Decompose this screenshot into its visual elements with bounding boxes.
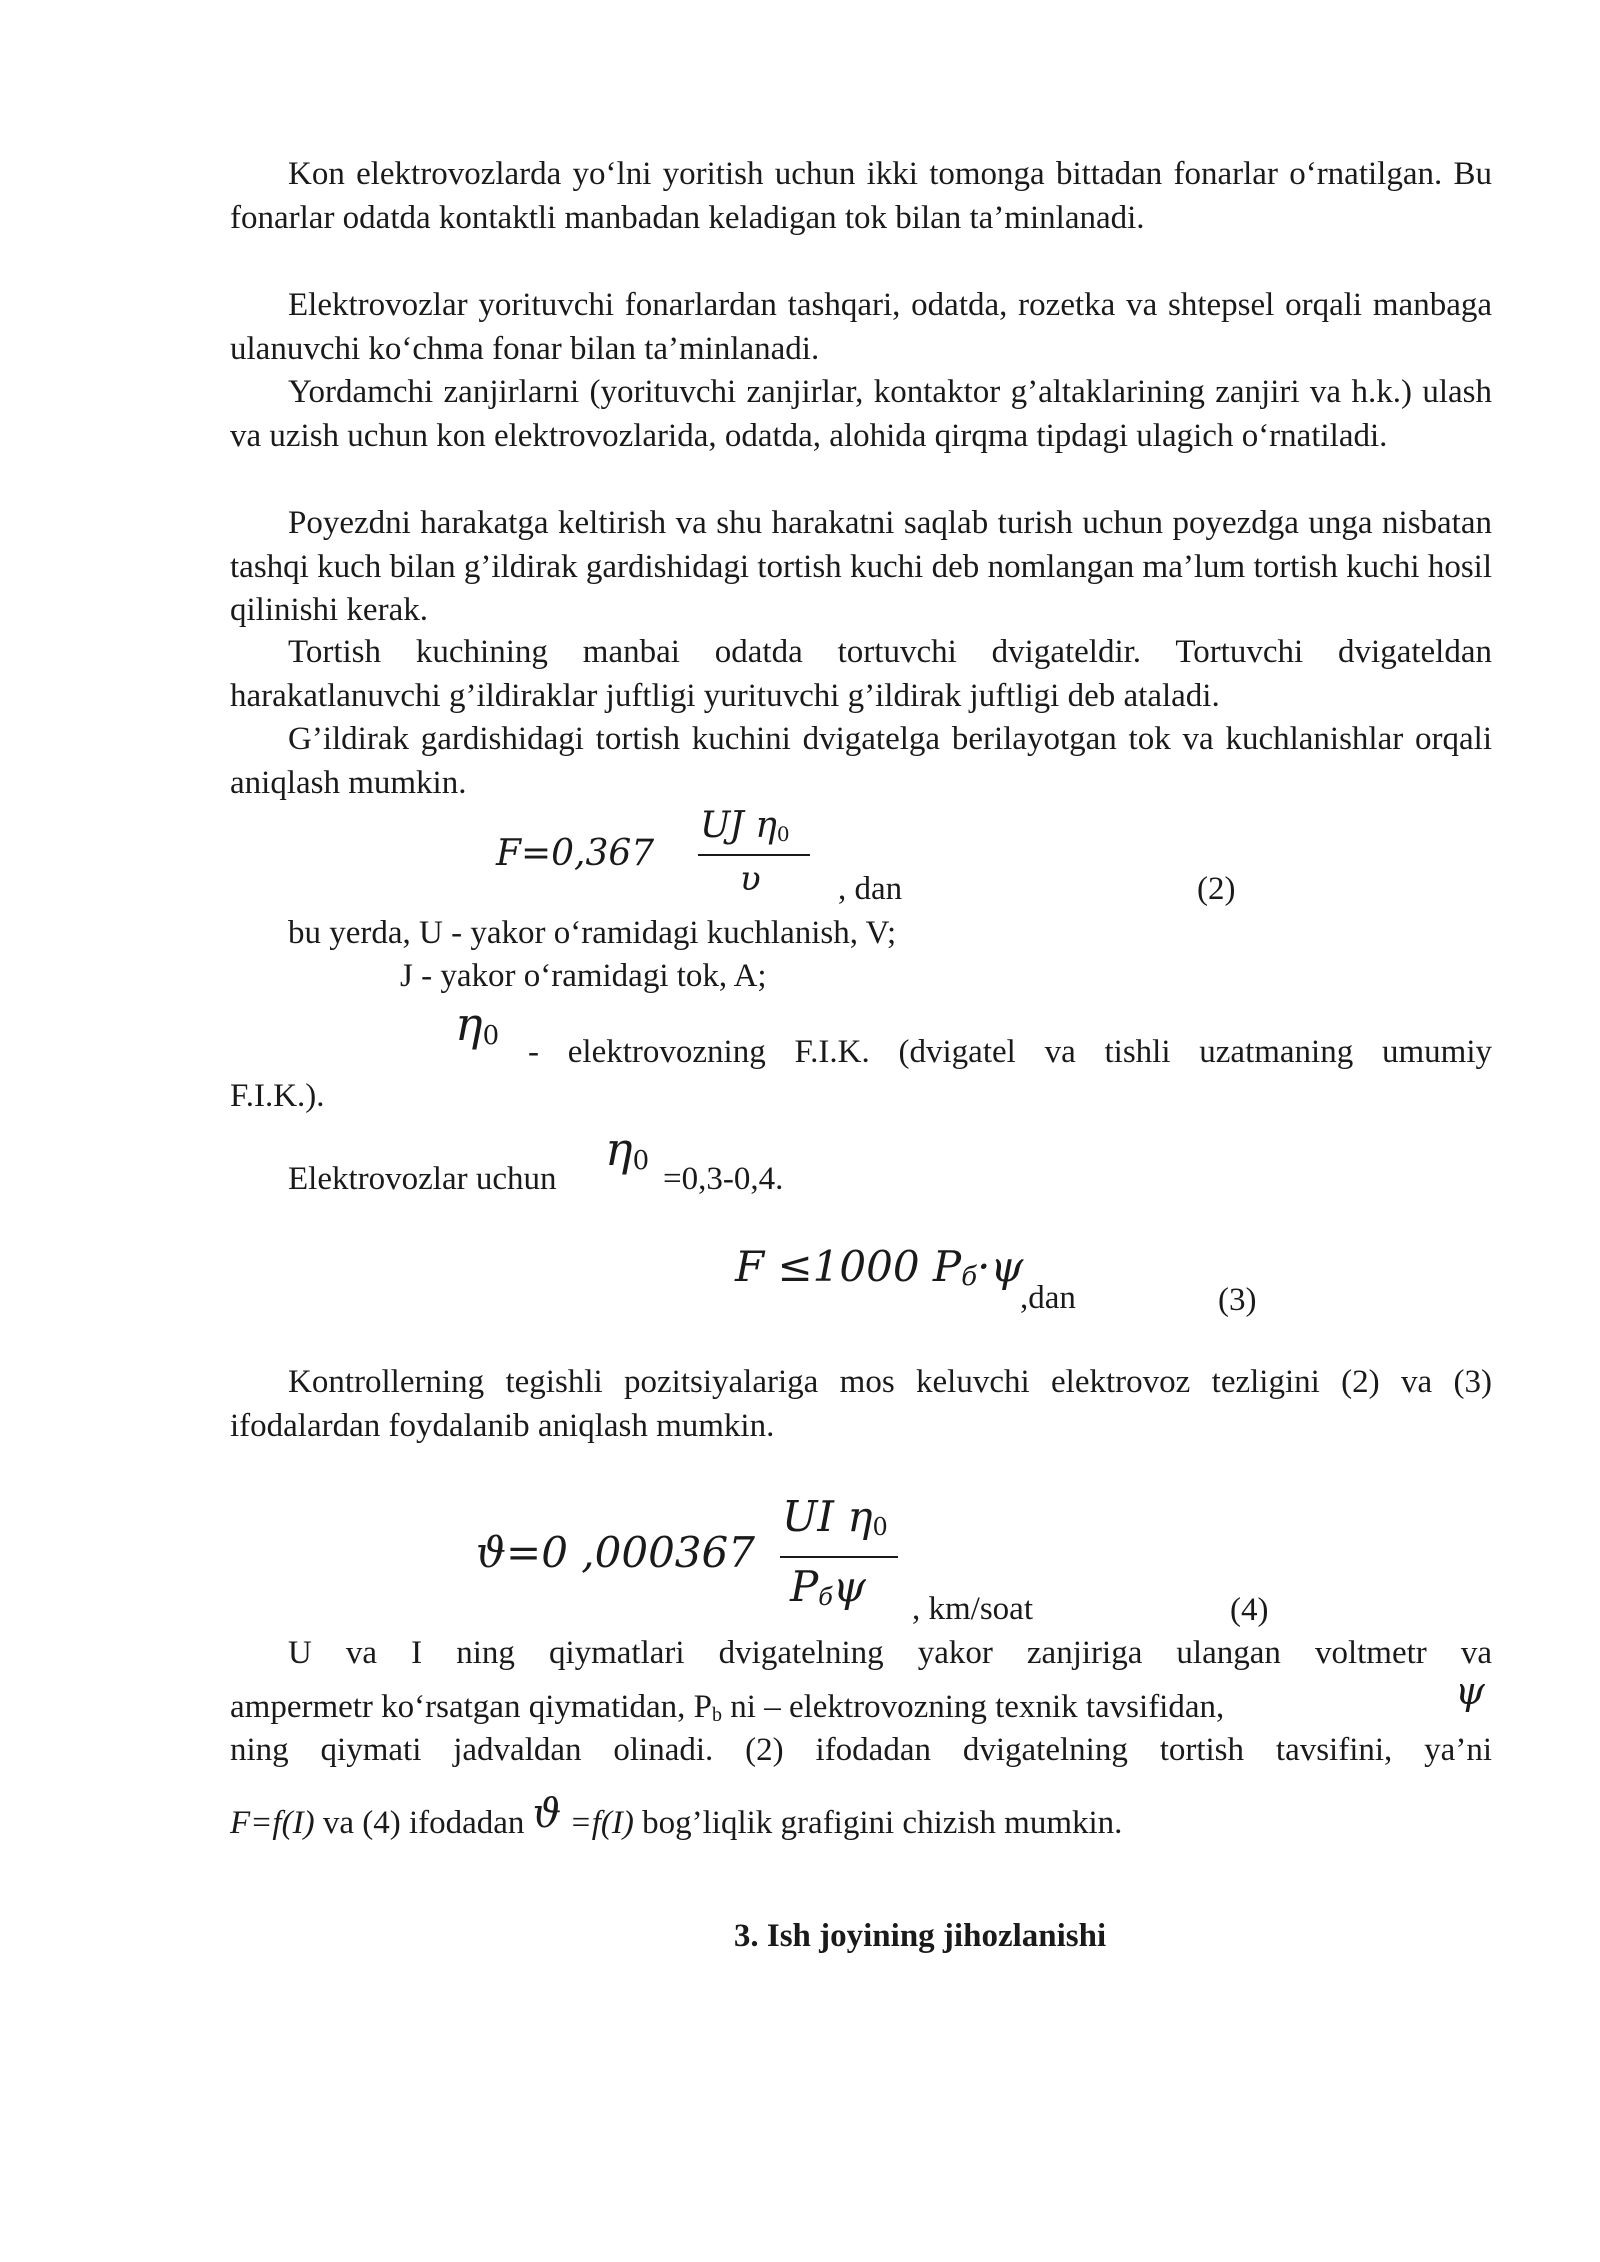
eta-symbol: $\eta_0$ [455,997,500,1051]
eta-description-cont: F.I.K.). [230,1078,325,1114]
paragraph-traction-force: Poyezdni harakatga keltirish va shu harakatni saqlab turish uchun poyezdga unga nisbatan tashqi kuch bilan g’ildirak gardishidagi tortish kuchi deb nomlangan ma’lum tortish kuchi hosil qilinishi kerak. [230,505,1492,628]
paragraph-auxiliary-circuits: Yordamchi zanjirlarni (yorituvchi zanjirlar, kontaktor g’altaklarining zanjiri va h.k.) ulash va uzish uchun kon elektrovozlarida, odatda, alohida qirqma tipdagi ulagich o‘rnatiladi. [230,374,1492,454]
formula-3-expr: F ≤1000 $P_б\cdot\psi$ [735,1242,1024,1292]
formula-4-suffix: , km/soat [912,1591,1033,1627]
formula-4-lhs: ϑ=0 ,000367 [476,1528,755,1577]
legend-j: J - yakor o‘ramidagi tok, A; [400,958,767,994]
formula-3-suffix: ,dan [1020,1280,1076,1316]
formula-3-number: (3) [1218,1282,1257,1318]
formula-4-denominator: $P_б\psi$ [790,1562,866,1611]
formula-2-suffix: , dan [838,871,903,907]
formula-4-numerator: UI $\eta_0$ [782,1492,888,1541]
paragraph-lighting: Kon elektrovozlarda yo‘lni yoritish uchun ikki tomonga bittadan fonarlar o‘rnatilgan. Bu fonarlar odatda kontaktli manbadan keladigan tok bilan ta’minlanadi. [230,156,1492,236]
document-page: Kon elektrovozlarda yo‘lni yoritish uchun ikki tomonga bittadan fonarlar o‘rnatilgan. Bu fonarlar odatda kontaktli manbadan keladigan tok bilan ta’minlanadi. Elektrovozlar yorituvchi fonarlardan tashqari, odatda, rozetka va shtepsel orqali manbaga ulanuvchi ko‘chma fonar bilan ta’minlanadi. Yordamchi zanjirlarni (yorituvchi zanjirlar, kontaktor g’altaklarining zanjiri va h.k.) ulash va uzish uchun kon elektrovozlarida, odatda, alohida qirqma tipdagi ulagich o‘rnatiladi. Poyezdni harakatga keltirish va shu harakatni saqlab turish uchun poyezdga unga nisbatan tashqi kuch bilan g’ildirak gardishidagi tortish kuchi deb nomlangan ma’lum tortish kuchi hosil qilinishi kerak. Tortish kuchining manbai odatda tortuvchi dvigateldir. Tortuvchi dvigateldan harakatlanuvchi g’ildiraklar juftligi yurituvchi g’ildirak juftligi deb ataladi. G’ildirak gardishidagi tortish kuchini dvigatelga berilayotgan tok va kuchlanishlar orqali aniqlash mumkin. F=0,367 UJ $\eta_0$ υ , dan (2) bu yerda, U - yakor o‘ramidagi kuchlanish, V; J - yakor o‘ramidagi tok, A; $\eta_0$ - elektrovozning F.I.K. (dvigatel va tishli uzatmaning umumiy F.I.K.). Elektrovozlar uchun $\eta_0$ =0,3-0,4. F ≤1000 $P_б\cdot\psi$ ,dan (3) Kontrollerning tegishli pozitsiyalariga mos keluvchi elektrovoz tezligini (2) va (3) ifodalardan foydalanib aniqlash mumkin. ϑ=0 ,000367 UI $\eta_0$ $P_б\psi$ , km/soat (4) U va I ning qiymatlari dvigatelning yakor zanjiriga ulangan voltmetr va ampermetr ko‘rsatgan qiymatidan, $P_b$ ni – elektrovozning texnik tavsifidan, ψ ning qiymati jadvaldan olinadi. (2) ifodadan dvigatelning tortish tavsifini, ya’ni F=f(I) va (4) ifodadan ϑ =f(I) bog’liqlik grafigini chizish mumkin. 3. Ish joyining jihozlanishi [0,0,1600,2262]
paragraph-traction-source: Tortish kuchining manbai odatda tortuvchi dvigateldir. Tortuvchi dvigateldan harakatlanuvchi g’ildiraklar juftligi yurituvchi g’ildirak juftligi deb ataladi. [230,634,1492,714]
eta-description: - elektrovozning F.I.K. (dvigatel va tishli uzatmaning umumiy [528,1034,1492,1070]
eta-symbol-2: $\eta_0$ [605,1122,650,1176]
legend-u: bu yerda, U - yakor o‘ramidagi kuchlanish, V; [288,915,897,951]
formula-2-denominator: υ [740,859,761,899]
paragraph-determine-force: G’ildirak gardishidagi tortish kuchini dvigatelga berilayotgan tok va kuchlanishlar orqali aniqlash mumkin. [230,721,1492,801]
formula-4-fraction-bar [780,1556,898,1558]
section-heading: 3. Ish joyining jihozlanishi [733,1918,1107,1954]
paragraph-speed: Kontrollerning tegishli pozitsiyalariga mos keluvchi elektrovoz tezligini (2) va (3) ifodalardan foydalanib aniqlash mumkin. [230,1364,1492,1444]
formula-4-number: (4) [1230,1592,1269,1628]
formula-2-numerator: UJ $\eta_0$ [700,805,790,846]
theta-symbol: ϑ [532,1791,562,1837]
paragraph-portable-lamp: Elektrovozlar yorituvchi fonarlardan tashqari, odatda, rozetka va shtepsel orqali manbaga ulanuvchi ko‘chma fonar bilan ta’minlanadi. [230,287,1492,367]
formula-2-fraction-bar [698,854,810,856]
formula-2-number: (2) [1197,871,1236,907]
psi-symbol: ψ [1455,1669,1485,1713]
formula-2-lhs: F=0,367 [496,833,655,874]
